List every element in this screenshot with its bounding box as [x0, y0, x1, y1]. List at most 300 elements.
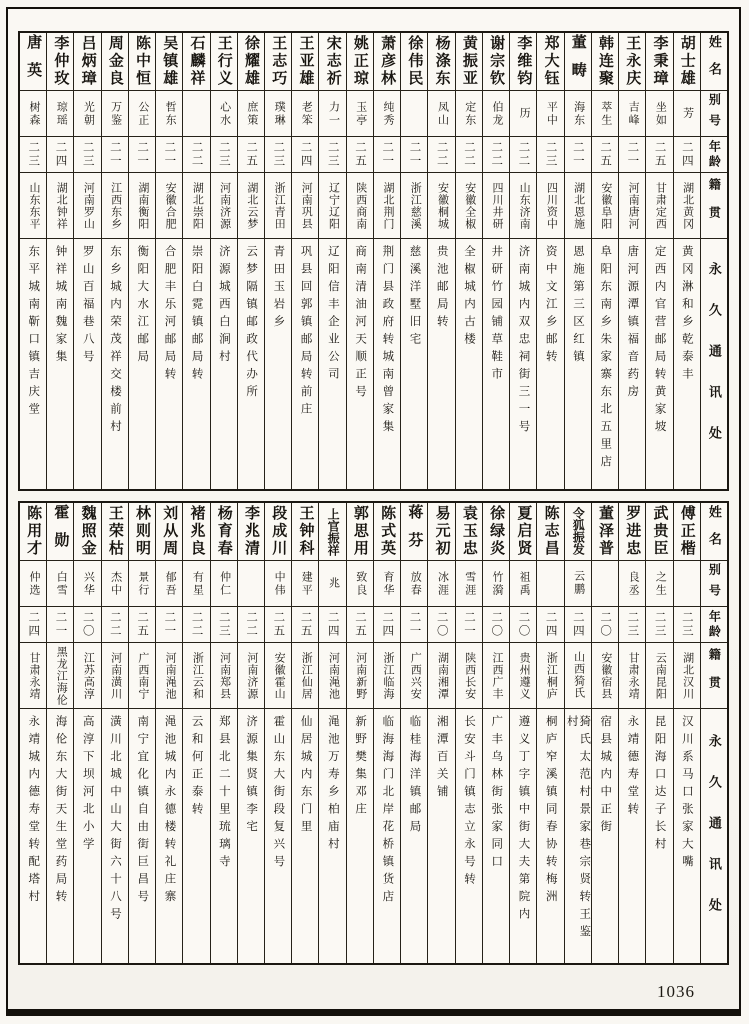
age-text: 二三 [544, 141, 557, 168]
age-cell [483, 137, 509, 173]
name-text: 谢宗钦 [488, 35, 505, 88]
address-cell [20, 709, 46, 963]
age-text: 二〇 [517, 611, 530, 638]
age-cell [183, 607, 209, 643]
age-cell [565, 137, 591, 173]
name-cell [183, 33, 209, 91]
origin-cell [456, 173, 482, 239]
origin-text: 湖北钟祥 [55, 181, 68, 230]
alias-cell [74, 91, 100, 137]
address-text: 仙居城内东门里 [299, 715, 312, 838]
name-cell [483, 33, 509, 91]
origin-text: 陕西长安 [463, 651, 476, 700]
address-cell [129, 239, 155, 489]
person-column [482, 503, 509, 963]
age-text: 二三 [653, 611, 666, 638]
age-cell [156, 137, 182, 173]
address-cell [74, 239, 100, 489]
origin-text: 浙江桐庐 [545, 651, 558, 700]
origin-cell [74, 173, 100, 239]
address-cell [347, 709, 373, 963]
address-text: 定西内官营邮局转黄家坡 [653, 245, 666, 438]
alias-cell [510, 91, 536, 137]
origin-text: 河南渑池 [164, 651, 177, 700]
origin-text: 浙江云和 [191, 651, 204, 700]
address-cell [592, 239, 618, 489]
origin-text: 安徽合肥 [164, 181, 177, 230]
name-cell [211, 503, 237, 561]
origin-cell [265, 173, 291, 239]
person-column [264, 503, 291, 963]
origin-text: 河南济源 [245, 651, 258, 700]
origin-cell [646, 643, 672, 709]
origin-cell [619, 643, 645, 709]
origin-text: 浙江仙居 [300, 651, 313, 700]
name-text: 霍勋 [52, 503, 69, 560]
alias-text: 仲选 [27, 570, 40, 597]
address-cell [238, 709, 264, 963]
age-text: 二〇 [490, 611, 503, 638]
origin-cell [401, 643, 427, 709]
address-cell [483, 239, 509, 489]
alias-text: 树森 [27, 100, 40, 127]
person-column [155, 503, 182, 963]
age-text: 二一 [163, 611, 176, 638]
age-text: 二〇 [599, 611, 612, 638]
alias-cell [401, 91, 427, 137]
age-cell [238, 607, 264, 643]
alias-cell [238, 91, 264, 137]
address-cell [510, 709, 536, 963]
age-cell [129, 607, 155, 643]
origin-cell [646, 173, 672, 239]
origin-cell [428, 643, 454, 709]
alias-cell [183, 91, 209, 137]
alias-cell [319, 91, 345, 137]
person-column [101, 33, 128, 489]
alias-text: 璞琳 [273, 100, 286, 127]
age-text: 二四 [54, 141, 67, 168]
name-text: 蒋芬 [406, 503, 423, 560]
person-column [591, 33, 618, 489]
age-cell [374, 607, 400, 643]
origin-text: 浙江临海 [382, 651, 394, 700]
header-cell [701, 607, 727, 643]
person-column [673, 33, 700, 489]
age-cell [211, 607, 237, 643]
address-cell [456, 709, 482, 963]
age-text: 二四 [680, 141, 693, 168]
address-cell [674, 239, 700, 489]
address-text: 济南城内双忠祠街三一号 [517, 245, 530, 438]
alias-cell [156, 561, 182, 607]
address-cell [319, 239, 345, 489]
person-column [482, 33, 509, 489]
name-cell [102, 33, 128, 91]
alias-cell [456, 91, 482, 137]
person-column [73, 503, 100, 963]
origin-cell [211, 173, 237, 239]
age-text: 二二 [108, 611, 121, 638]
origin-text: 山东济南 [518, 181, 531, 230]
origin-text: 安徽桐城 [436, 181, 449, 230]
address-text: 潢川北城中山大街六十八号 [108, 715, 121, 925]
alias-text: 白雪 [55, 570, 68, 597]
origin-cell [20, 643, 46, 709]
alias-cell [265, 561, 291, 607]
name-cell [211, 33, 237, 91]
alias-text: 庶策 [245, 100, 258, 127]
person-column [618, 503, 645, 963]
alias-cell [20, 561, 46, 607]
origin-cell [183, 173, 209, 239]
age-text: 二三 [27, 141, 40, 168]
age-text: 二三 [680, 611, 693, 638]
address-text: 荆门县政府转城南曾家集 [381, 245, 394, 438]
name-text: 董畴 [569, 33, 586, 90]
address-text: 高淳下坝河北小学 [81, 715, 94, 855]
address-cell [265, 709, 291, 963]
origin-text: 甘肃定西 [654, 181, 667, 230]
name-cell [456, 503, 482, 561]
person-column [618, 33, 645, 489]
address-text: 渑池万寿乡柏庙村 [326, 715, 339, 855]
age-cell [183, 137, 209, 173]
alias-text: 杰中 [109, 570, 122, 597]
origin-text: 安徽霍山 [273, 651, 286, 700]
origin-cell [183, 643, 209, 709]
address-text: 云梦隔镇邮政代办所 [245, 245, 258, 403]
person-column [182, 33, 209, 489]
address-text: 猗氏太范村景家巷宗贤转王鉴村 [565, 714, 591, 943]
origin-cell [211, 643, 237, 709]
name-text: 黄振亚 [460, 35, 477, 88]
origin-cell [74, 643, 100, 709]
age-text: 二五 [354, 611, 367, 638]
name-text: 段成川 [270, 505, 287, 558]
address-text: 宿县城内中正街 [599, 715, 612, 838]
address-cell [319, 709, 345, 963]
address-cell [619, 709, 645, 963]
page-number: 1036 [657, 982, 695, 1001]
alias-cell [428, 561, 454, 607]
alias-cell [565, 561, 591, 607]
age-text: 二二 [245, 611, 258, 638]
name-cell [47, 33, 73, 91]
name-text: 王永庆 [624, 35, 641, 88]
origin-text: 河南潢川 [109, 651, 122, 700]
name-text: 杨育春 [215, 505, 232, 558]
name-cell [674, 33, 700, 91]
name-cell [292, 33, 318, 91]
origin-cell [510, 173, 536, 239]
alias-text: 育华 [382, 570, 394, 597]
age-cell [20, 607, 46, 643]
name-cell [374, 33, 400, 91]
origin-text: 湖北黄冈 [681, 181, 694, 230]
header-label: 年龄 [707, 139, 722, 170]
name-cell [129, 33, 155, 91]
alias-text: 万鉴 [109, 100, 122, 127]
origin-cell [129, 643, 155, 709]
address-text: 临海海门北岸花桥镇货店 [381, 715, 394, 908]
address-cell [102, 239, 128, 489]
origin-cell [374, 173, 400, 239]
origin-text: 安徽全椒 [463, 181, 476, 230]
address-cell [102, 709, 128, 963]
origin-text: 湖南衡阳 [136, 181, 149, 230]
alias-cell [183, 561, 209, 607]
roster-table-top [18, 31, 729, 491]
address-text: 湘潭百关铺 [435, 715, 448, 803]
address-cell [129, 709, 155, 963]
alias-cell [156, 91, 182, 137]
alias-text: 定东 [463, 100, 476, 127]
address-cell [674, 709, 700, 963]
name-cell [619, 33, 645, 91]
origin-text: 山东东平 [27, 181, 40, 230]
alias-cell [646, 561, 672, 607]
person-column [101, 503, 128, 963]
name-text: 吕炳璋 [79, 35, 96, 88]
person-column [427, 503, 454, 963]
name-text: 吴镇雄 [161, 35, 178, 88]
name-text: 郭思用 [351, 505, 368, 558]
age-cell [292, 607, 318, 643]
alias-text: 放春 [409, 570, 422, 597]
person-column [128, 33, 155, 489]
alias-text: 景行 [136, 570, 149, 597]
age-cell [319, 607, 345, 643]
address-text: 慈溪洋墅旧宅 [408, 245, 421, 350]
origin-text: 广西兴安 [409, 651, 422, 700]
alias-text: 良丞 [627, 570, 640, 597]
alias-text: 祖禹 [518, 570, 531, 597]
alias-text: 致良 [354, 570, 367, 597]
origin-cell [292, 643, 318, 709]
address-text: 东乡城内荣茂祥交楼前村 [108, 245, 121, 438]
alias-text: 凤山 [436, 100, 449, 127]
name-text: 周金良 [106, 35, 123, 88]
address-cell [211, 239, 237, 489]
origin-text: 河南郑县 [218, 651, 231, 700]
origin-cell [102, 643, 128, 709]
address-text: 郑县北二十里琉璃寺 [217, 715, 230, 873]
alias-text: 玉亭 [354, 100, 367, 127]
age-text: 二二 [462, 141, 475, 168]
alias-text: 琼瑶 [55, 100, 68, 127]
name-cell [456, 33, 482, 91]
name-cell [483, 503, 509, 561]
alias-cell [47, 561, 73, 607]
alias-cell [292, 91, 318, 137]
origin-cell [537, 643, 563, 709]
header-label: 姓名 [706, 504, 722, 559]
name-cell [319, 503, 345, 561]
address-text: 恩施第三区红镇 [571, 245, 584, 368]
origin-text: 四川资中 [545, 181, 558, 230]
person-column [73, 33, 100, 489]
age-cell [292, 137, 318, 173]
alias-cell [347, 91, 373, 137]
name-text: 李维钧 [515, 35, 532, 88]
address-cell [646, 709, 672, 963]
age-text: 二一 [136, 141, 149, 168]
origin-text: 浙江青田 [273, 181, 286, 230]
person-column [46, 503, 73, 963]
origin-cell [510, 643, 536, 709]
age-text: 二三 [326, 141, 339, 168]
name-text: 韩连聚 [597, 35, 614, 88]
origin-text: 甘肃永靖 [627, 651, 640, 700]
origin-cell [238, 643, 264, 709]
alias-text: 坐如 [654, 100, 667, 127]
person-column [373, 503, 400, 963]
name-cell [102, 503, 128, 561]
address-cell [619, 239, 645, 489]
person-column [264, 33, 291, 489]
age-text: 二一 [408, 611, 421, 638]
name-cell [347, 33, 373, 91]
age-text: 二二 [435, 141, 448, 168]
origin-cell [565, 173, 591, 239]
origin-cell [537, 173, 563, 239]
alias-cell [374, 561, 400, 607]
name-cell [74, 33, 100, 91]
name-text: 杨涤东 [433, 35, 450, 88]
person-column [346, 33, 373, 489]
age-cell [20, 137, 46, 173]
age-cell [646, 137, 672, 173]
header-cell [701, 173, 727, 239]
alias-text: 哲东 [164, 100, 177, 127]
origin-text: 湖北恩施 [572, 181, 585, 230]
address-text: 济源城西白涧村 [217, 245, 230, 368]
age-cell [483, 607, 509, 643]
alias-cell [74, 561, 100, 607]
alias-text: 之生 [654, 570, 667, 597]
alias-cell [456, 561, 482, 607]
name-cell [674, 503, 700, 561]
age-text: 二一 [381, 141, 394, 168]
address-text: 唐河源潭镇福音药房 [626, 245, 639, 403]
age-cell [211, 137, 237, 173]
age-cell [537, 137, 563, 173]
age-text: 二五 [354, 141, 367, 168]
address-text: 东平城南靳口镇吉庆堂 [27, 245, 40, 420]
origin-text: 黑龙江海伦 [55, 645, 68, 706]
person-column [427, 33, 454, 489]
age-cell [374, 137, 400, 173]
address-text: 南宁宜化镇自由街巨昌号 [136, 715, 149, 908]
person-column [237, 503, 264, 963]
age-text: 二四 [544, 611, 557, 638]
origin-text: 云南昆阳 [654, 651, 667, 700]
address-text: 渑池城内永德楼转礼庄寨 [163, 715, 176, 908]
origin-cell [483, 643, 509, 709]
age-text: 二二 [490, 141, 503, 168]
age-cell [102, 137, 128, 173]
name-text: 魏照金 [79, 505, 96, 558]
name-text: 褚兆良 [188, 505, 205, 558]
origin-cell [456, 643, 482, 709]
address-text: 云和何正泰转 [190, 715, 203, 820]
person-column [46, 33, 73, 489]
name-text: 石麟祥 [188, 35, 205, 88]
age-cell [428, 137, 454, 173]
alias-text: 光朝 [82, 100, 95, 127]
person-column [210, 503, 237, 963]
age-cell [347, 607, 373, 643]
address-text: 资中文江乡邮转 [544, 245, 557, 368]
name-cell [537, 503, 563, 561]
alias-cell [292, 561, 318, 607]
address-cell [265, 239, 291, 489]
alias-text: 萃生 [599, 100, 612, 127]
header-cell [701, 33, 727, 91]
alias-text: 中伟 [273, 570, 286, 597]
age-text: 二〇 [81, 611, 94, 638]
origin-cell [401, 173, 427, 239]
name-text: 武贵臣 [651, 505, 668, 558]
name-text: 萧彦林 [379, 35, 396, 88]
age-cell [74, 137, 100, 173]
age-cell [674, 137, 700, 173]
address-text: 合肥丰乐河邮局转 [163, 245, 176, 385]
name-cell [156, 503, 182, 561]
age-text: 二五 [599, 141, 612, 168]
person-column [182, 503, 209, 963]
name-cell [265, 33, 291, 91]
address-cell [374, 239, 400, 489]
person-column [237, 33, 264, 489]
header-cell [701, 643, 727, 709]
alias-cell [619, 561, 645, 607]
age-cell [265, 607, 291, 643]
header-label: 姓名 [706, 34, 722, 89]
header-label: 年龄 [707, 609, 722, 640]
origin-text: 江西东乡 [109, 181, 122, 230]
name-text: 陈志昌 [542, 505, 559, 558]
age-text: 二五 [245, 141, 258, 168]
name-cell [428, 33, 454, 91]
age-text: 二一 [571, 141, 584, 168]
origin-text: 河南唐河 [627, 181, 640, 230]
name-text: 王荣枯 [106, 505, 123, 558]
origin-text: 江苏高淳 [82, 651, 95, 700]
name-cell [374, 503, 400, 561]
alias-text: 心水 [218, 100, 231, 127]
origin-cell [347, 643, 373, 709]
address-text: 广丰乌林街张家同口 [490, 715, 503, 873]
age-cell [347, 137, 373, 173]
address-text: 辽阳信丰企业公司 [326, 245, 339, 385]
age-cell [565, 607, 591, 643]
name-text: 令狐振发 [571, 507, 586, 556]
alias-text: 老笨 [300, 100, 313, 127]
age-cell [47, 137, 73, 173]
name-cell [619, 503, 645, 561]
alias-text: 建平 [300, 570, 313, 597]
header-label: 永久通讯处 [706, 261, 722, 467]
age-cell [619, 137, 645, 173]
origin-cell [674, 173, 700, 239]
person-column [455, 33, 482, 489]
address-cell [238, 239, 264, 489]
name-cell [238, 33, 264, 91]
name-text: 王亚雄 [297, 35, 314, 88]
address-text: 商南清油河天顺正号 [354, 245, 367, 403]
